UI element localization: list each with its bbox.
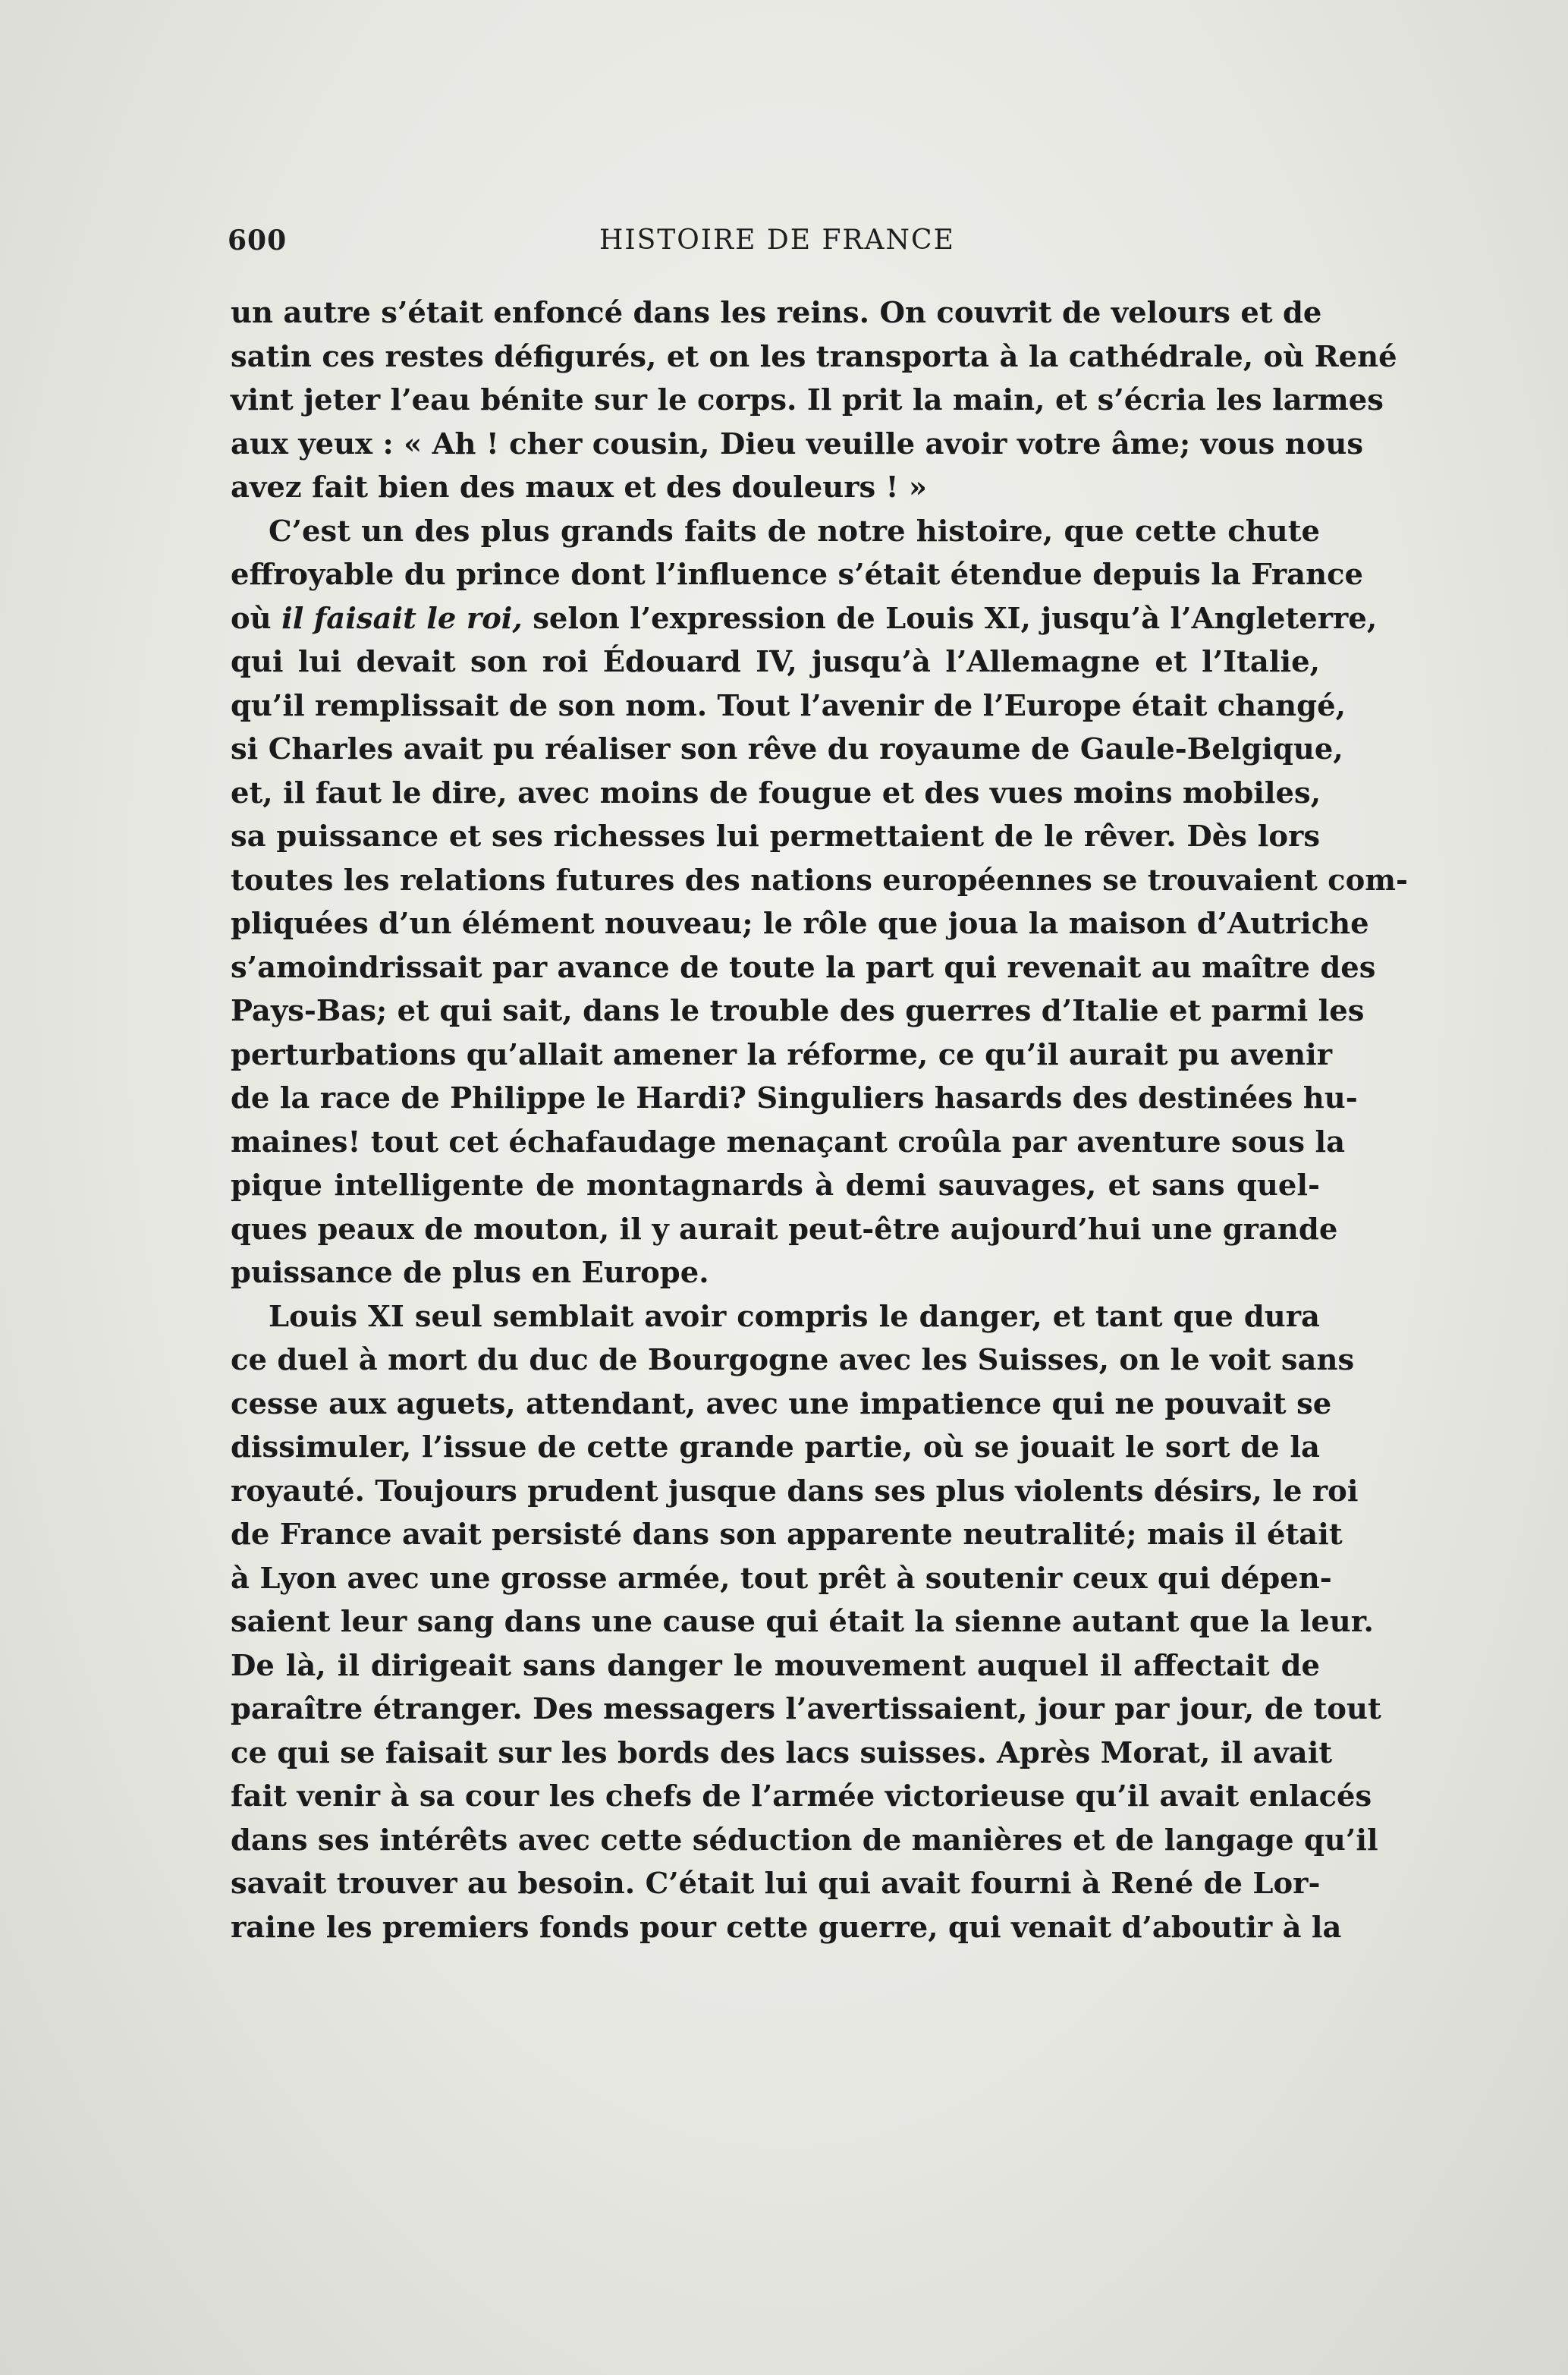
text-line [231, 946, 1376, 990]
text-line [231, 815, 1320, 859]
text-segment: dans ses intérêts avec cette séduction de manières et de langage qu’il [231, 1823, 1378, 1858]
text-line [231, 1688, 1381, 1732]
text-segment: un autre s’était enfoncé dans les reins. On couvrit de velours et de [231, 296, 1322, 330]
text-line [231, 1862, 1320, 1906]
text-line [231, 1121, 1346, 1165]
text-line [231, 1164, 1320, 1208]
text-segment: sa puissance et ses richesses lui permettaient de le rêver. Dès lors [231, 819, 1320, 854]
text-segment: savait trouver au besoin. C’était lui qui avait fourni à René de Lor- [231, 1867, 1321, 1901]
text-segment: effroyable du prince dont l’influence s’était étendue depuis la France [231, 558, 1364, 592]
text-line [231, 772, 1320, 816]
text-line [231, 1732, 1333, 1776]
text-segment: ce duel à mort du duc de Bourgogne avec les Suisses, on le voit sans [231, 1343, 1355, 1377]
text-segment: De là, il dirigeait sans danger le mouvement auquel il affectait de [231, 1648, 1320, 1683]
page-header [228, 225, 1320, 263]
text-segment: pliquées d’un élément nouveau; le rôle que joua la maison d’Autriche [231, 907, 1369, 941]
text-segment: s’amoindrissait par avance de toute la part qui revenait au maître des [231, 950, 1376, 985]
text-segment: royauté. Toujours prudent jusque dans ses plus violents désirs, le roi [231, 1474, 1359, 1508]
text-line [231, 423, 1364, 467]
text-line [231, 1600, 1374, 1644]
text-segment: qu’il remplissait de son nom. Tout l’avenir de l’Europe était changé, [231, 688, 1346, 723]
text-segment: fait venir à sa cour les chefs de l’armée victorieuse qu’il avait enlacés [231, 1779, 1372, 1813]
text-segment: si Charles avait pu réaliser son rêve du royaume de Gaule-Belgique, [231, 732, 1343, 766]
text-line [231, 597, 1378, 641]
text-line [231, 379, 1384, 423]
text-line [231, 1557, 1332, 1601]
text-segment: et, il faut le dire, avec moins de fougue et des vues moins mobiles, [231, 775, 1321, 810]
text-line [231, 335, 1397, 379]
text-segment: avez fait bien des maux et des douleurs ! » [231, 470, 927, 505]
text-line [231, 1470, 1359, 1514]
text-segment: qui lui devait son roi Édouard IV, jusqu’à l’Allemagne et l’Italie, [231, 645, 1320, 679]
text-segment: ce qui se faisait sur les bords des lacs suisses. Après Morat, il avait [231, 1735, 1333, 1770]
text-segment: de la race de Philippe le Hardi? Singuliers hasards des destinées hu- [231, 1081, 1358, 1115]
text-line [231, 1819, 1378, 1863]
text-line [231, 902, 1369, 946]
text-line [231, 1644, 1320, 1688]
text-segment: perturbations qu’allait amener la réforme, ce qu’il aurait pu avenir [231, 1037, 1333, 1072]
text-segment: à Lyon avec une grosse armée, tout prêt à soutenir ceux qui dépen- [231, 1561, 1332, 1596]
text-line [231, 1906, 1342, 1950]
text-line [231, 1033, 1333, 1077]
text-line [231, 640, 1320, 684]
text-line [231, 1295, 1320, 1339]
text-segment: maines! tout cet échafaudage menaçant croûla par aventure sous la [231, 1125, 1346, 1159]
text-segment: de France avait persisté dans son apparente neutralité; mais il était [231, 1518, 1343, 1552]
text-line [231, 1383, 1332, 1427]
text-line [231, 553, 1364, 597]
text-segment: paraître étranger. Des messagers l’avertissaient, jour par jour, de tout [231, 1692, 1381, 1726]
text-line [231, 466, 1320, 510]
text-segment: C’est un des plus grands faits de notre histoire, que cette chute [269, 514, 1320, 549]
text-line [231, 1426, 1320, 1470]
text-line [231, 684, 1346, 728]
running-head: HISTOIRE DE FRANCE [599, 225, 955, 256]
text-line [231, 1338, 1355, 1383]
text-line [231, 728, 1343, 772]
text-line [231, 1077, 1358, 1121]
text-segment: toutes les relations futures des nations européennes se trouvaient com- [231, 863, 1408, 898]
text-segment: raine les premiers fonds pour cette guerre, qui venait d’aboutir à la [231, 1910, 1342, 1945]
text-line [231, 1208, 1338, 1252]
text-segment: cesse aux aguets, attendant, avec une impatience qui ne pouvait se [231, 1386, 1332, 1421]
text-line [231, 1513, 1343, 1557]
text-segment: vint jeter l’eau bénite sur le corps. Il prit la main, et s’écria les larmes [231, 383, 1384, 417]
page-number: 600 [228, 225, 288, 256]
text-segment: Pays-Bas; et qui sait, dans le trouble des guerres d’Italie et parmi les [231, 994, 1365, 1028]
text-segment: dissimuler, l’issue de cette grande partie, où se jouait le sort de la [231, 1430, 1320, 1464]
text-segment: puissance de plus en Europe. [231, 1256, 709, 1290]
text-line [231, 510, 1320, 554]
text-line [231, 1251, 1320, 1295]
text-segment: aux yeux : « Ah ! cher cousin, Dieu veuille avoir votre âme; vous nous [231, 426, 1364, 461]
text-segment: saient leur sang dans une cause qui était la sienne autant que la leur. [231, 1605, 1374, 1639]
italic-phrase: il faisait le roi, [281, 601, 523, 636]
body-text [231, 291, 1408, 1949]
text-line [231, 989, 1365, 1033]
text-line [231, 1775, 1372, 1819]
text-segment: où [231, 601, 282, 636]
text-segment: Louis XI seul semblait avoir compris le danger, et tant que dura [269, 1299, 1320, 1334]
text-segment: selon l’expression de Louis XI, jusqu’à l’Angleterre, [522, 601, 1378, 636]
text-line [231, 859, 1408, 903]
text-line [231, 291, 1320, 335]
text-segment: ques peaux de mouton, il y aurait peut-être aujourd’hui une grande [231, 1212, 1338, 1247]
text-segment: satin ces restes défigurés, et on les transporta à la cathédrale, où René [231, 339, 1397, 374]
text-segment: pique intelligente de montagnards à demi sauvages, et sans quel- [231, 1169, 1320, 1203]
